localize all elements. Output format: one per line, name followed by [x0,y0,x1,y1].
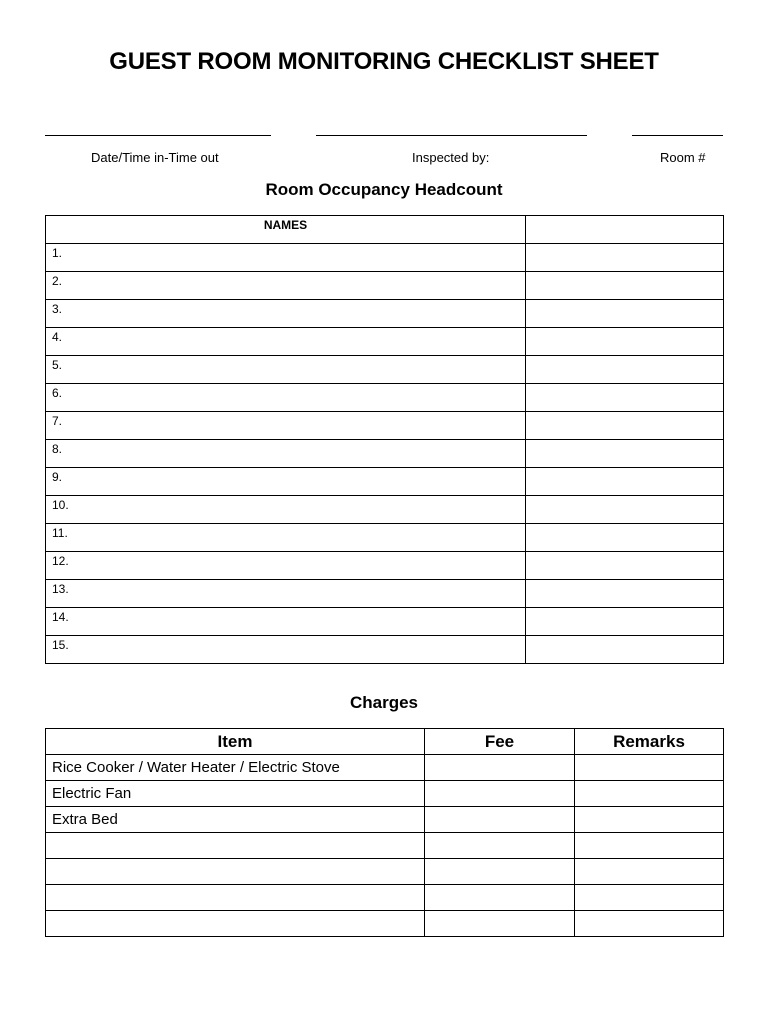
charge-item-cell[interactable]: Extra Bed [46,807,425,833]
occupancy-row [46,524,724,552]
occupancy-row [46,244,724,272]
occupant-name-cell[interactable]: 4. [46,328,526,356]
charges-row [46,911,724,937]
charge-fee-cell[interactable] [425,833,575,859]
inspected-by-field-line[interactable] [316,135,587,136]
charge-remarks-cell[interactable] [575,833,724,859]
charges-header-row [46,729,724,755]
occupant-name-cell[interactable]: 14. [46,608,526,636]
charge-item-cell[interactable] [46,833,425,859]
charge-item-cell[interactable]: Electric Fan [46,781,425,807]
charge-remarks-cell[interactable] [575,755,724,781]
charge-fee-cell[interactable] [425,911,575,937]
names-column-header: NAMES [46,216,526,244]
datetime-label: Date/Time in-Time out [91,150,219,165]
occupant-detail-cell[interactable] [526,608,724,636]
charges-row [46,859,724,885]
occupant-detail-cell[interactable] [526,356,724,384]
second-column-header [526,216,724,244]
occupant-name-cell[interactable]: 3. [46,300,526,328]
charges-row [46,807,724,833]
occupant-detail-cell[interactable] [526,328,724,356]
occupant-detail-cell[interactable] [526,524,724,552]
occupant-detail-cell[interactable] [526,552,724,580]
charges-table [45,728,724,937]
charges-row [46,833,724,859]
charge-item-cell[interactable] [46,885,425,911]
occupant-name-cell[interactable]: 1. [46,244,526,272]
occupancy-section-title: Room Occupancy Headcount [265,180,503,199]
item-column-header: Item [46,729,425,755]
charge-remarks-cell[interactable] [575,859,724,885]
fee-column-header: Fee [425,729,575,755]
occupant-name-cell[interactable]: 8. [46,440,526,468]
charges-row [46,885,724,911]
occupant-detail-cell[interactable] [526,440,724,468]
charge-item-cell[interactable] [46,911,425,937]
occupancy-row [46,328,724,356]
charges-row [46,755,724,781]
occupant-name-cell[interactable]: 12. [46,552,526,580]
occupancy-row [46,552,724,580]
charge-item-cell[interactable] [46,859,425,885]
occupant-name-cell[interactable]: 2. [46,272,526,300]
occupancy-header-row [46,216,724,244]
occupancy-row [46,496,724,524]
occupant-detail-cell[interactable] [526,272,724,300]
occupant-name-cell[interactable]: 13. [46,580,526,608]
occupant-name-cell[interactable]: 15. [46,636,526,664]
occupant-detail-cell[interactable] [526,412,724,440]
charge-remarks-cell[interactable] [575,885,724,911]
charge-remarks-cell[interactable] [575,911,724,937]
occupancy-row [46,468,724,496]
occupancy-row [46,440,724,468]
occupancy-row [46,384,724,412]
charge-fee-cell[interactable] [425,807,575,833]
occupancy-row [46,300,724,328]
occupant-name-cell[interactable]: 9. [46,468,526,496]
occupancy-row [46,272,724,300]
occupant-name-cell[interactable]: 5. [46,356,526,384]
occupancy-row [46,608,724,636]
occupancy-row [46,580,724,608]
charge-fee-cell[interactable] [425,859,575,885]
occupancy-row [46,356,724,384]
charge-fee-cell[interactable] [425,781,575,807]
room-number-label: Room # [660,150,706,165]
charges-section-title: Charges [349,693,419,712]
occupancy-table [45,215,724,664]
remarks-column-header: Remarks [575,729,724,755]
page-title: GUEST ROOM MONITORING CHECKLIST SHEET [109,48,659,75]
occupant-detail-cell[interactable] [526,496,724,524]
charge-fee-cell[interactable] [425,755,575,781]
occupant-detail-cell[interactable] [526,580,724,608]
charge-fee-cell[interactable] [425,885,575,911]
datetime-field-line[interactable] [45,135,271,136]
occupant-detail-cell[interactable] [526,468,724,496]
occupant-detail-cell[interactable] [526,300,724,328]
occupant-name-cell[interactable]: 11. [46,524,526,552]
occupancy-row [46,636,724,664]
charge-remarks-cell[interactable] [575,807,724,833]
occupant-name-cell[interactable]: 7. [46,412,526,440]
charge-remarks-cell[interactable] [575,781,724,807]
charge-item-cell[interactable]: Rice Cooker / Water Heater / Electric Stove [46,755,425,781]
occupancy-row [46,412,724,440]
occupant-detail-cell[interactable] [526,384,724,412]
occupant-detail-cell[interactable] [526,636,724,664]
inspected-by-label: Inspected by: [412,150,490,165]
occupant-detail-cell[interactable] [526,244,724,272]
occupant-name-cell[interactable]: 10. [46,496,526,524]
occupant-name-cell[interactable]: 6. [46,384,526,412]
room-number-field-line[interactable] [632,135,723,136]
charges-row [46,781,724,807]
